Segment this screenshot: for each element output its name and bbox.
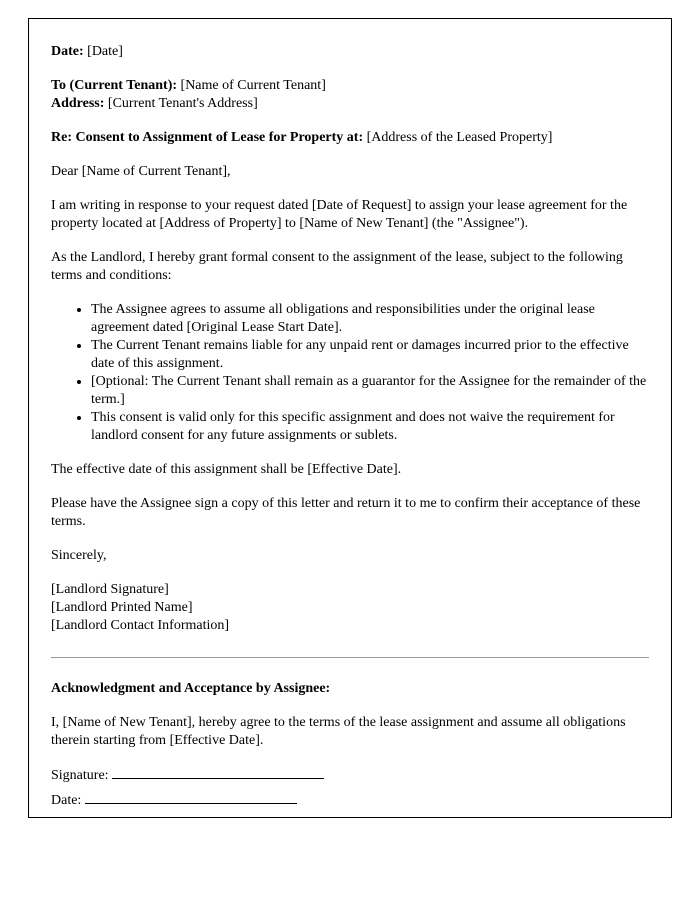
date-value: [Date] (87, 44, 123, 59)
closing: Sincerely, (51, 548, 107, 563)
landlord-signature-block (51, 581, 649, 635)
salutation: Dear [Name of Current Tenant], (51, 164, 231, 179)
paragraph-intro: I am writing in response to your request dated [Date of Request] to assign your lease agreement for the property located at [Address of Property] to [Name of New Tenant] (the "Assignee"). (51, 198, 628, 231)
to-value: [Name of Current Tenant] (180, 78, 326, 93)
re-value: [Address of the Leased Property] (366, 130, 553, 145)
landlord-signature: [Landlord Signature] (51, 582, 169, 597)
acknowledgment-heading (51, 680, 649, 698)
paragraph-return-request: Please have the Assignee sign a copy of this letter and return it to me to confirm their acceptance of these terms. (51, 496, 641, 529)
assignee-date-label: Date: (51, 793, 82, 808)
landlord-contact-info: [Landlord Contact Information] (51, 618, 230, 633)
terms-list (51, 301, 649, 445)
assignee-signature-row (51, 766, 649, 785)
term-item: • [Optional: The Current Tenant shall remain as a guarantor for the Assignee for the remainder of the term.] (91, 373, 649, 409)
paragraph-effective-date: The effective date of this assignment shall be [Effective Date]. (51, 462, 402, 477)
term-item: • The Assignee agrees to assume all obligations and responsibilities under the original lease agreement dated [Original Lease Start Date]. (91, 301, 649, 337)
assignee-date-line (85, 791, 297, 804)
re-label: Re: Consent to Assignment of Lease for Property at: (51, 130, 364, 145)
acknowledgment-heading-text: Acknowledgment and Acceptance by Assignee: (51, 681, 331, 696)
landlord-printed-name: [Landlord Printed Name] (51, 600, 193, 615)
term-item: • The Current Tenant remains liable for any unpaid rent or damages incurred prior to the effective date of this assignment. (91, 337, 649, 373)
address-line (51, 95, 649, 113)
acknowledgment-body: I, [Name of New Tenant], hereby agree to the terms of the lease assignment and assume all obligations therein starting from [Effective Date]. (51, 715, 626, 748)
assignee-signature-label: Signature: (51, 768, 109, 783)
to-label: To (Current Tenant): (51, 78, 178, 93)
term-item: • This consent is valid only for this specific assignment and does not waive the requirement for landlord consent for any future assignments or sublets. (91, 409, 649, 445)
address-value: [Current Tenant's Address] (107, 96, 258, 111)
assignee-signature-line (112, 766, 324, 779)
assignee-date-row (51, 791, 649, 810)
paragraph-consent: As the Landlord, I hereby grant formal consent to the assignment of the lease, subject to the following terms and conditions: (51, 250, 623, 283)
date-label: Date: (51, 44, 84, 59)
address-label: Address: (51, 96, 105, 111)
letter-page (28, 18, 672, 818)
recipient-block (51, 77, 649, 113)
to-line (51, 77, 649, 95)
re-line (51, 129, 649, 147)
date-line (51, 43, 649, 61)
section-divider (51, 657, 649, 658)
